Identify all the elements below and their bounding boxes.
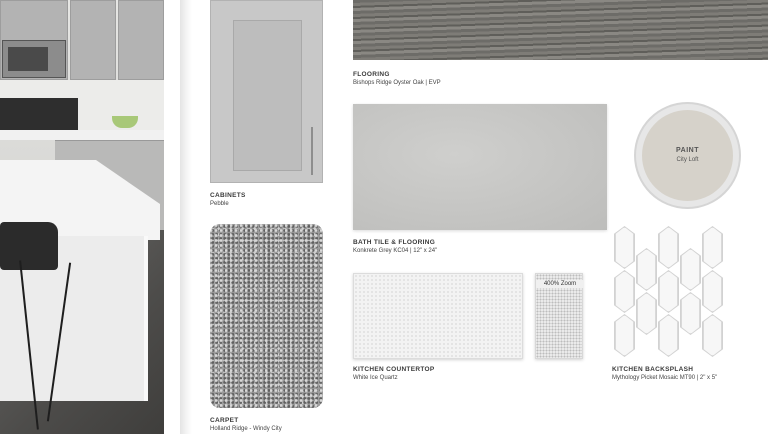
flooring-swatch [353,0,768,60]
backsplash-tile [702,226,723,269]
upper-cabinet [70,0,116,80]
backsplash-tile [636,248,657,291]
backsplash-tile [680,292,701,335]
zoom-label: 400% Zoom [536,280,584,288]
bath-tile-title: BATH TILE & FLOORING [353,239,436,246]
upper-cabinet [118,0,164,80]
backsplash-name: Mythology Picket Mosaic MT90 | 2" x 5" [612,375,718,381]
backsplash-tile [636,292,657,335]
backsplash-tile [702,270,723,313]
cabinet-door-panel [233,20,302,171]
carpet-name: Holland Ridge - Windy City [210,426,282,432]
backsplash-tile [614,226,635,269]
countertop-name: White Ice Quartz [353,375,398,381]
kitchen-photo [0,0,164,434]
paint-title: PAINT [676,147,699,154]
bath-tile-swatch [353,104,607,230]
backsplash-swatch [614,228,738,358]
backsplash-tile [680,248,701,291]
paint-name: City Loft [676,157,699,163]
carpet-swatch [210,224,323,408]
cabinet-swatch [210,0,323,183]
backsplash-tile [614,270,635,313]
page-fold [180,0,192,434]
flooring-title: FLOORING [353,71,390,78]
backsplash-tile [658,226,679,269]
backsplash-title: KITCHEN BACKSPLASH [612,366,694,373]
countertop-title: KITCHEN COUNTERTOP [353,366,435,373]
range [0,98,78,133]
paint-can-lid [636,104,739,207]
backsplash-tile [658,270,679,313]
backsplash-tile [658,314,679,357]
bar-stool [0,222,58,270]
backsplash-tile [614,314,635,357]
carpet-title: CARPET [210,417,239,424]
countertop-zoom-swatch [535,273,583,359]
back-counter [0,130,164,140]
cabinet-handle [311,127,313,175]
cabinets-name: Pebble [210,201,229,207]
countertop-swatch [353,273,523,359]
flooring-name: Bishops Ridge Oyster Oak | EVP [353,80,441,86]
paint-swatch [642,110,733,201]
cabinets-title: CABINETS [210,192,246,199]
microwave [2,40,66,78]
bath-tile-name: Konkrete Grey KC04 | 12" x 24" [353,248,438,254]
backsplash-tile [702,314,723,357]
